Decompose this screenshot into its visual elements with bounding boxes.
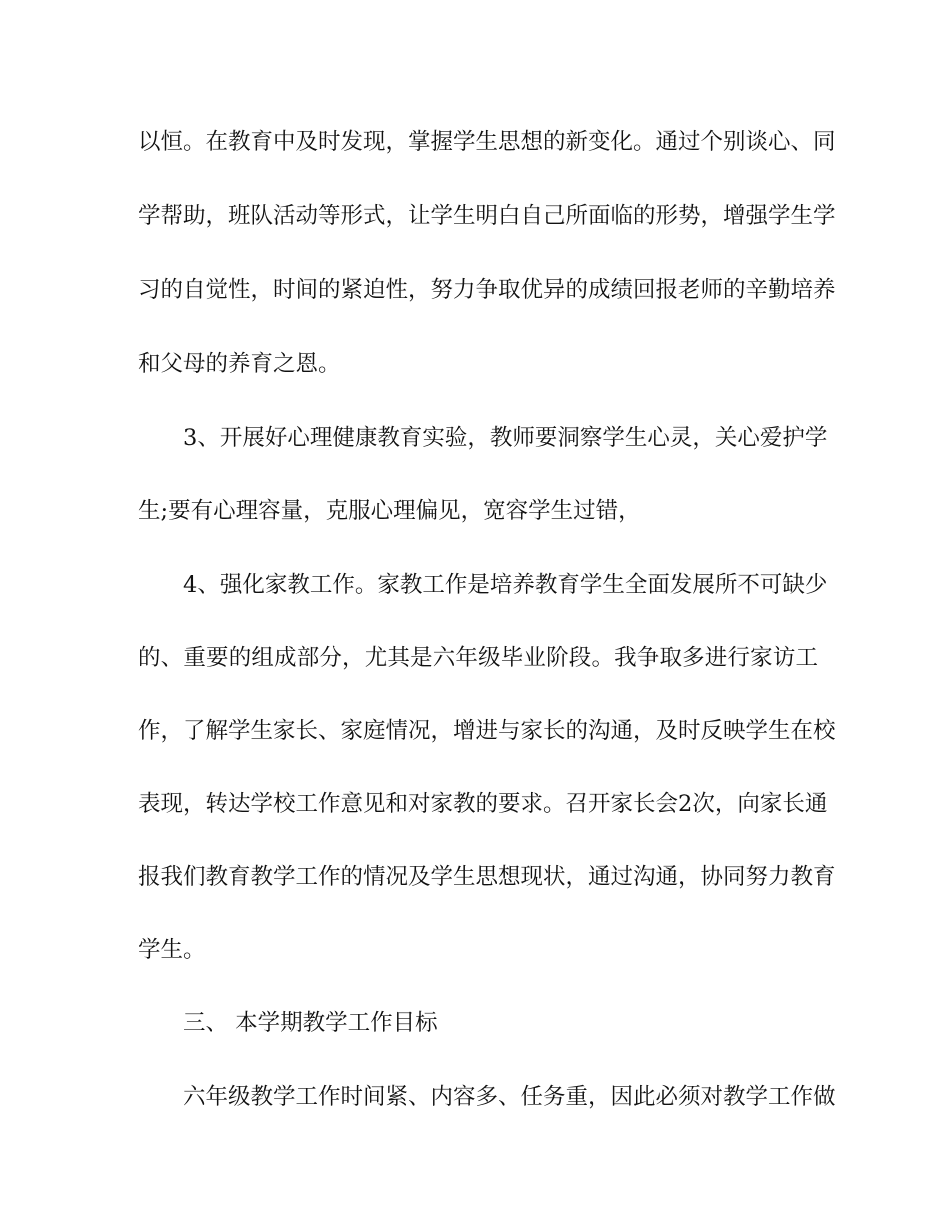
text-line: 学帮助，班队活动等形式，让学生明白自己所面临的形势，增强学生学 [138,203,836,229]
text-line: 六年级教学工作时间紧、内容多、任务重，因此必须对教学工作做 [183,1084,836,1110]
text-line: 以恒。在教育中及时发现，掌握学生思想的新变化。通过个别谈心、同 [138,129,836,155]
section-heading: 三、 本学期教学工作目标 [183,1010,438,1036]
text-line: 学生。 [138,937,206,963]
text-line: 和父母的养育之恩。 [138,351,341,377]
text-line: 生;要有心理容量，克服心理偏见，宽容学生过错， [138,498,641,524]
text-line: 4、强化家教工作。家教工作是培养教育学生全面发展所不可缺少 [183,572,828,598]
text-line: 的、重要的组成部分，尤其是六年级毕业阶段。我争取多进行家访工 [138,645,818,671]
text-line: 作，了解学生家长、家庭情况，增进与家长的沟通，及时反映学生在校 [138,718,836,744]
text-line: 3、开展好心理健康教育实验，教师要洞察学生心灵，关心爱护学 [183,425,828,451]
text-line: 习的自觉性，时间的紧迫性，努力争取优异的成绩回报老师的辛勤培养 [138,277,836,303]
text-line: 表现，转达学校工作意见和对家教的要求。召开家长会2次，向家长通 [138,791,828,817]
text-line: 报我们教育教学工作的情况及学生思想现状，通过沟通，协同努力教育 [138,864,836,890]
